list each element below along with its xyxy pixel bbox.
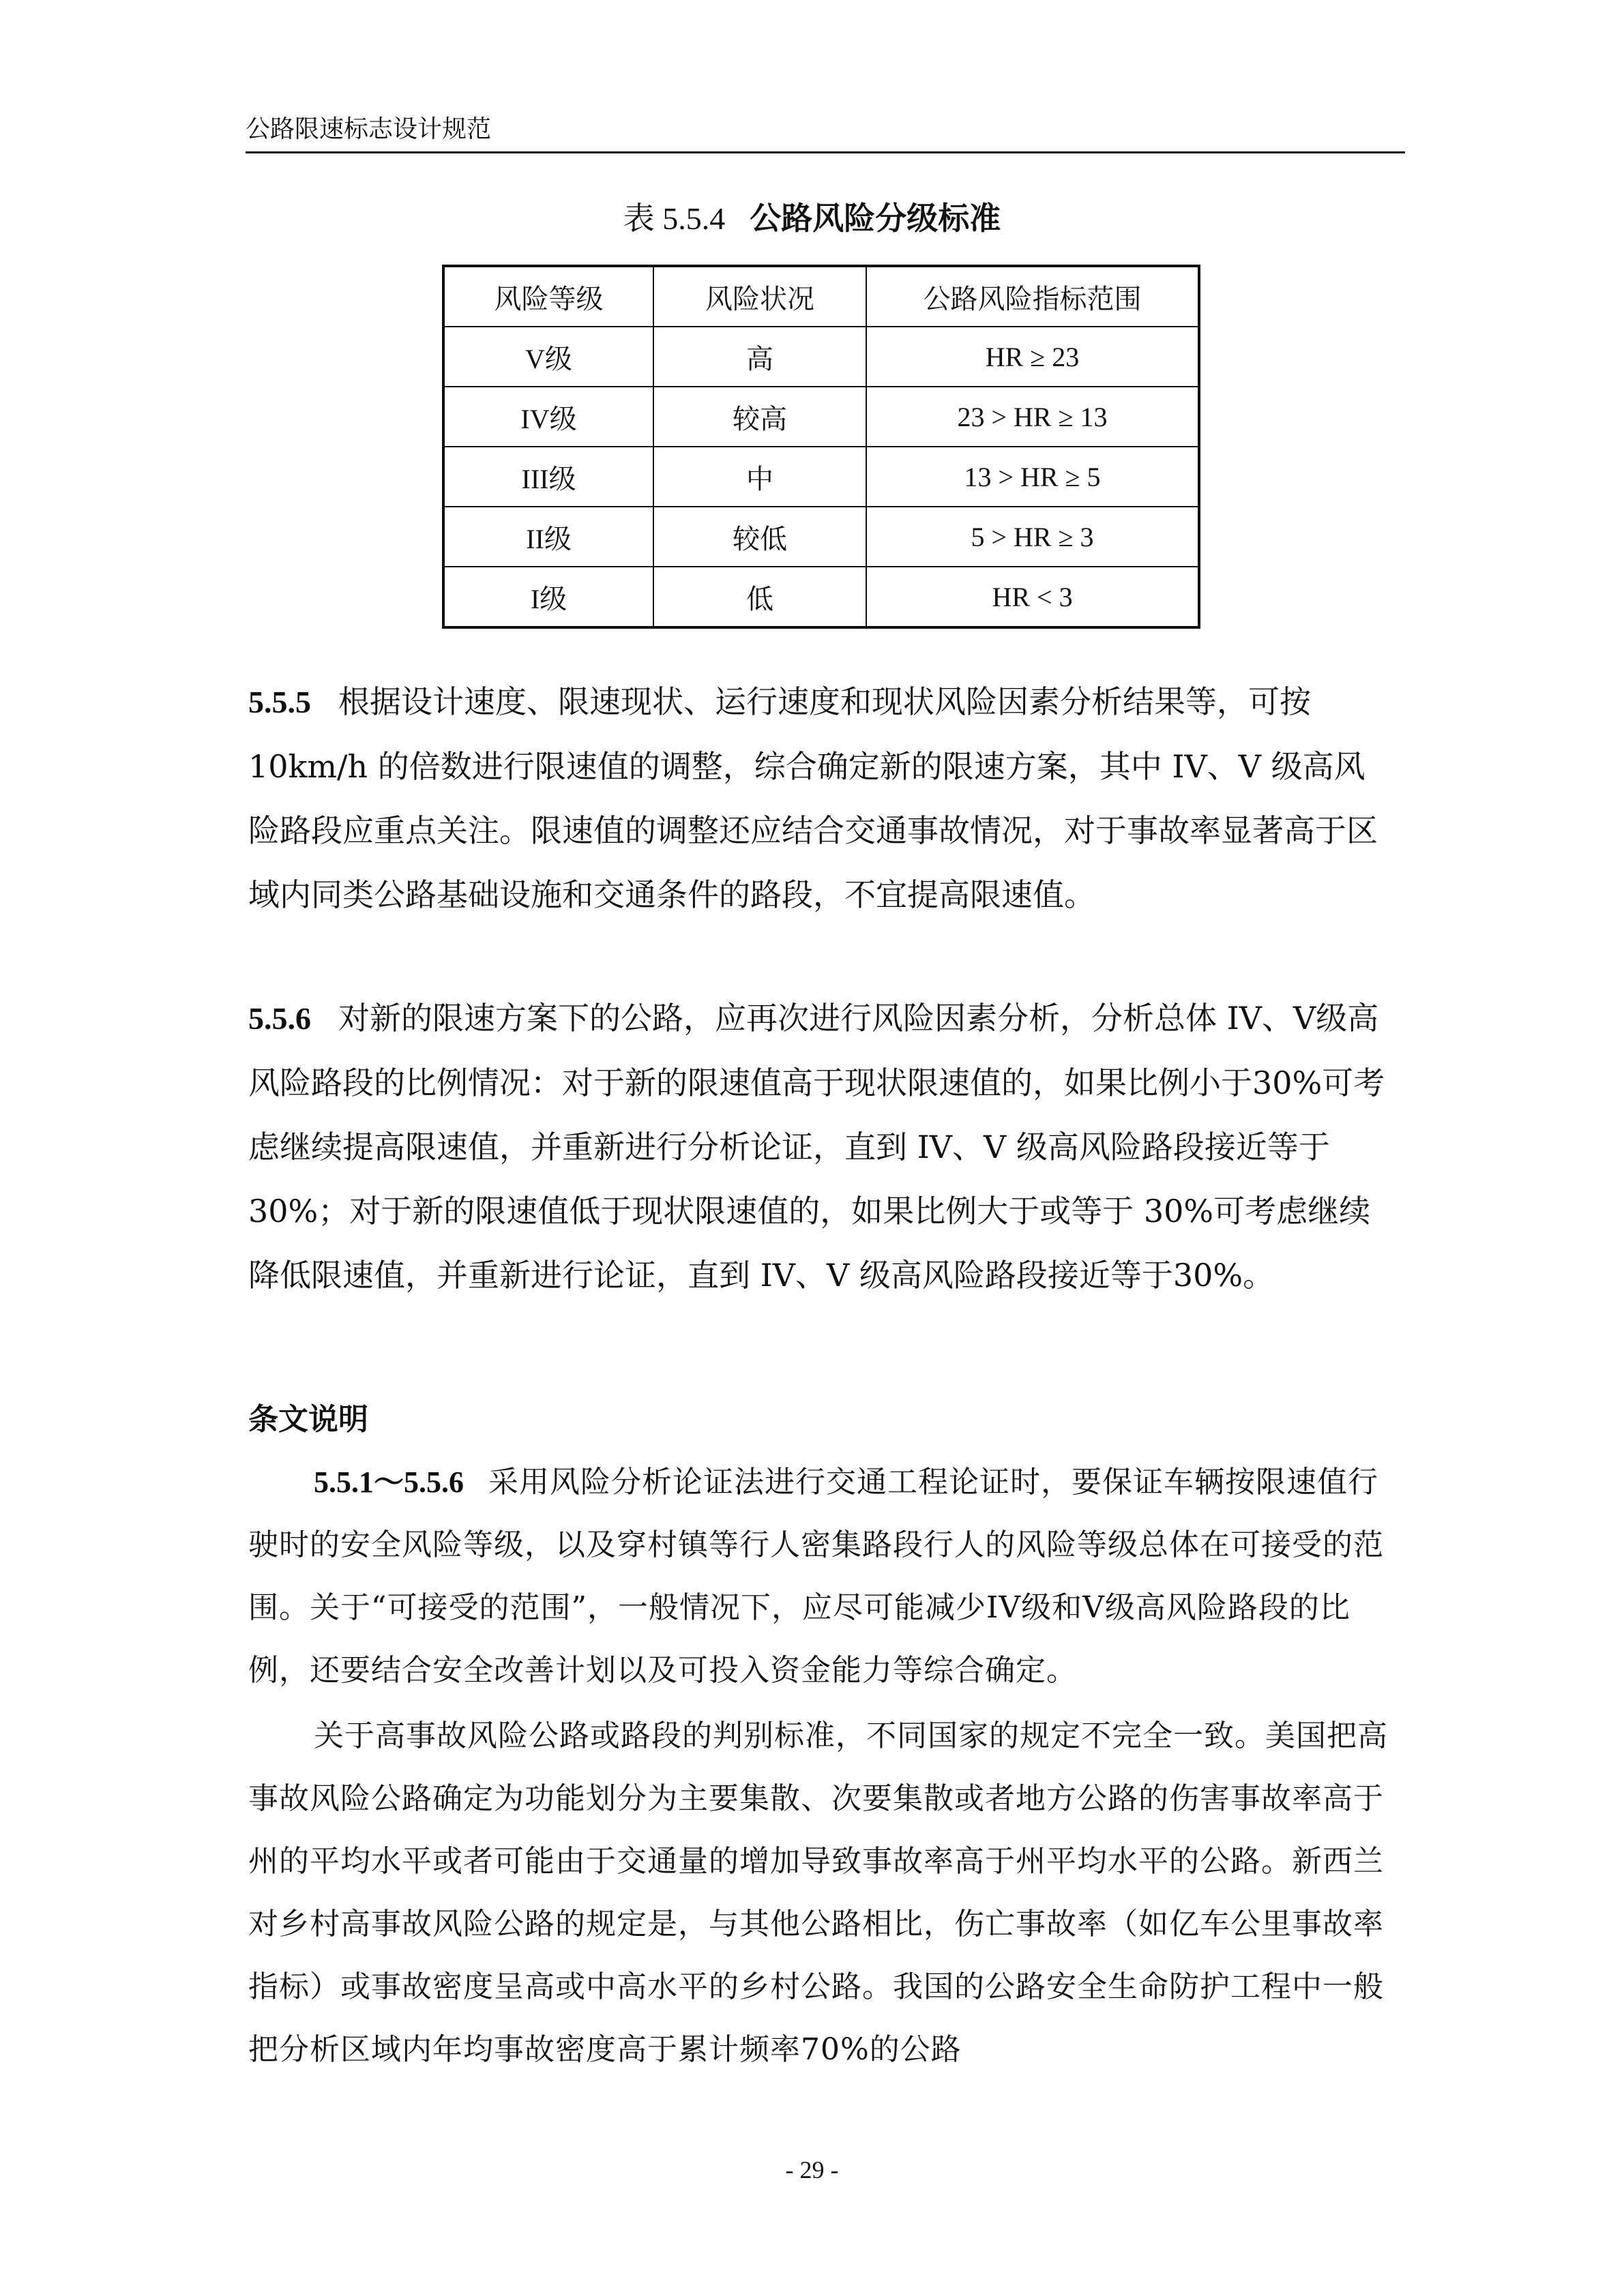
clause-range: 5.5.1～5.5.6 bbox=[314, 1465, 464, 1499]
clause-text: 根据设计速度、限速现状、运行速度和现状风险因素分析结果等，可按10km/h 的倍数进行限速值的调整，综合确定新的限速方案，其中 IV、V 级高风险路段应重点关注。限速值的调整还应结合交通事故情况，对于事故率显著高于区域内同类公路基础设施和交通条件的路段，不宜提高限速值。 bbox=[248, 683, 1378, 913]
column-header: 公路风险指标范围 bbox=[866, 266, 1199, 327]
table-cell-range: 13 > HR ≥ 5 bbox=[866, 447, 1199, 507]
table-cell-range: HR ≥ 23 bbox=[866, 327, 1199, 387]
table-cell-status: 高 bbox=[653, 327, 866, 387]
risk-grade-table bbox=[442, 265, 1200, 629]
clause-number: 5.5.5 bbox=[248, 685, 311, 719]
table-cell-status: 中 bbox=[653, 447, 866, 507]
table-cell-range: HR < 3 bbox=[866, 567, 1199, 627]
table-row bbox=[443, 567, 1199, 627]
explanation-paragraph bbox=[248, 1451, 1389, 1702]
table-cell-status: 较低 bbox=[653, 507, 866, 567]
table-cell-status: 较高 bbox=[653, 387, 866, 447]
table-row bbox=[443, 447, 1199, 507]
table-cell-grade: II级 bbox=[443, 507, 653, 567]
clause-number: 5.5.6 bbox=[248, 1001, 311, 1036]
table-cell-range: 5 > HR ≥ 3 bbox=[866, 507, 1199, 567]
page-number: - 29 - bbox=[785, 2156, 839, 2183]
explanation-paragraph: 关于高事故风险公路或路段的判别标准，不同国家的规定不完全一致。美国把高事故风险公路确定为功能划分为主要集散、次要集散或者地方公路的伤害事故率高于州的平均水平或者可能由于交通量的增加导致事故率高于州平均水平的公路。新西兰对乡村高事故风险公路的规定是，与其他公路相比，伤亡事故率（如亿车公里事故率指标）或事故密度呈高或中高水平的乡村公路。我国的公路安全生命防护工程中一般把分析区域内年均事故密度高于累计频率70%的公路 bbox=[248, 1718, 1388, 2067]
table-row bbox=[443, 327, 1199, 387]
header-rule bbox=[246, 151, 1405, 153]
table-row bbox=[443, 507, 1199, 567]
table-caption-number: 表 5.5.4 bbox=[623, 201, 726, 236]
explanation-text: 采用风险分析论证法进行交通工程论证时，要保证车辆按限速值行驶时的安全风险等级，以及穿村镇等行人密集路段行人的风险等级总体在可接受的范围。关于“可接受的范围”，一般情况下，应尽可能减少IV级和V级高风险路段的比例，还要结合安全改善计划以及可投入资金能力等综合确定。 bbox=[248, 1465, 1384, 1688]
table-header-row bbox=[443, 266, 1199, 327]
column-header: 风险等级 bbox=[443, 266, 653, 327]
table-caption bbox=[0, 198, 1624, 239]
clause-5-5-5 bbox=[248, 670, 1389, 927]
table-cell-grade: V级 bbox=[443, 327, 653, 387]
clause-5-5-6 bbox=[248, 986, 1389, 1307]
table-cell-range: 23 > HR ≥ 13 bbox=[866, 387, 1199, 447]
table-caption-title: 公路风险分级标准 bbox=[750, 200, 1001, 237]
explanation-heading: 条文说明 bbox=[248, 1402, 368, 1437]
clause-text: 对新的限速方案下的公路，应再次进行风险因素分析，分析总体 IV、V级高风险路段的比例情况：对于新的限速值高于现状限速值的，如果比例小于30%可考虑继续提高限速值，并重新进行分析论证，直到 IV、V 级高风险路段接近等于 30%；对于新的限速值低于现状限速值的，如果比例大于或等于 30%可考虑继续降低限速值，并重新进行论证，直到 IV、V 级高风险路段接近等于30%。 bbox=[248, 1000, 1385, 1294]
table-cell-grade: III级 bbox=[443, 447, 653, 507]
column-header: 风险状况 bbox=[653, 266, 866, 327]
table-row bbox=[443, 387, 1199, 447]
table-cell-grade: IV级 bbox=[443, 387, 653, 447]
running-header: 公路限速标志设计规范 bbox=[246, 115, 492, 143]
table-cell-grade: I级 bbox=[443, 567, 653, 627]
table-cell-status: 低 bbox=[653, 567, 866, 627]
